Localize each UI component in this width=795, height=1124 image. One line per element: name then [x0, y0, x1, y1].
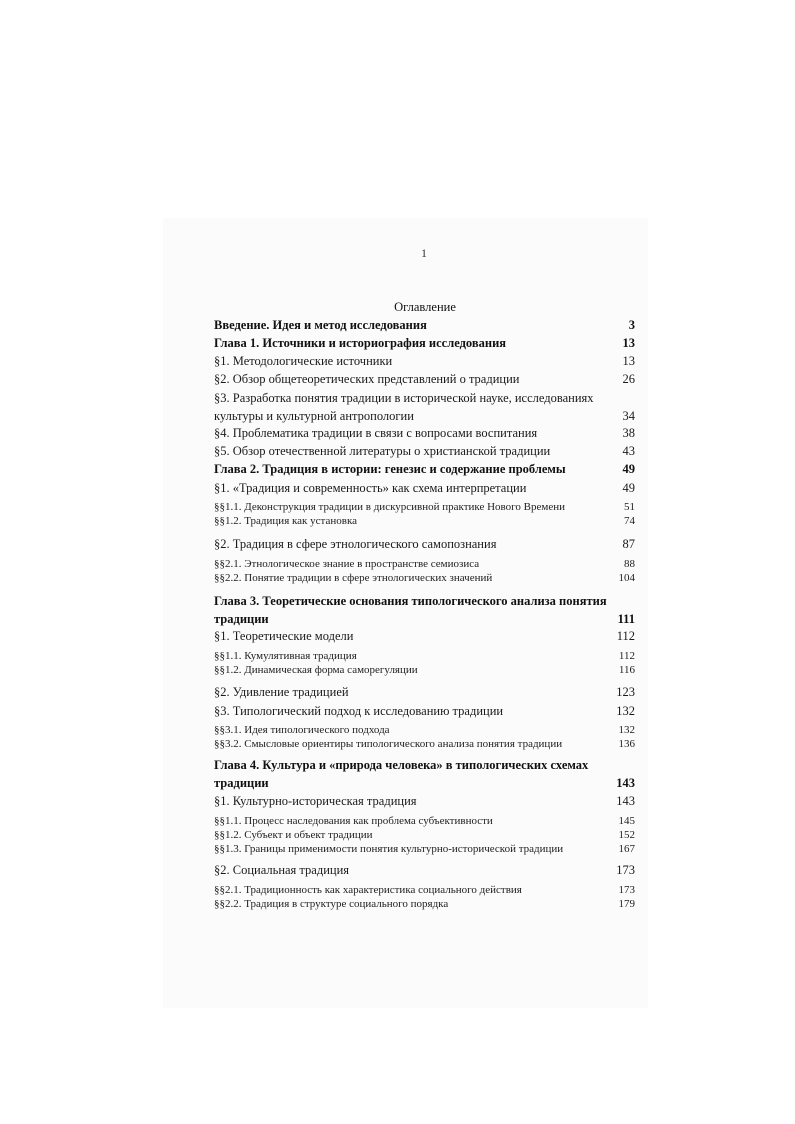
toc-section[interactable]: §2. Удивление традицией 123 — [214, 685, 635, 699]
toc-subsection[interactable]: §§1.1. Процесс наследования как проблема субъективности 145 — [214, 815, 635, 827]
toc-section[interactable]: §2. Социальная традиция 173 — [214, 863, 635, 877]
toc-section[interactable]: §1. «Традиция и современность» как схема интерпретации 49 — [214, 481, 635, 495]
toc-title: Оглавление — [394, 300, 456, 314]
toc-chapter[interactable]: Глава 4. Культура и «природа человека» в типологических схемах традиции 143 — [214, 758, 635, 790]
toc-chapter[interactable]: Введение. Идея и метод исследования 3 — [214, 318, 635, 332]
toc-subsection[interactable]: §§1.2. Динамическая форма саморегуляции 116 — [214, 664, 635, 676]
toc-chapter[interactable]: Глава 1. Источники и историография исследования 13 — [214, 336, 635, 350]
toc-subsection[interactable]: §§2.2. Традиция в структуре социального порядка 179 — [214, 898, 635, 910]
toc-subsection[interactable]: §§1.1. Деконструкция традиции в дискурсивной практике Нового Времени 51 — [214, 501, 635, 513]
toc-section[interactable]: §4. Проблематика традиции в связи с вопросами воспитания 38 — [214, 426, 635, 440]
page-number: 1 — [421, 246, 427, 260]
toc-subsection[interactable]: §§1.3. Границы применимости понятия культурно-исторической традиции 167 — [214, 843, 635, 855]
toc-subsection[interactable]: §§2.1. Традиционность как характеристика социального действия 173 — [214, 884, 635, 896]
toc-subsection[interactable]: §§2.2. Понятие традиции в сфере этнологических значений 104 — [214, 572, 635, 584]
toc-section[interactable]: §1. Культурно-историческая традиция 143 — [214, 794, 635, 808]
toc-subsection[interactable]: §§3.2. Смысловые ориентиры типологического анализа понятия традиции 136 — [214, 738, 635, 750]
toc-section[interactable]: §3. Типологический подход к исследованию традиции 132 — [214, 704, 635, 718]
toc-chapter[interactable]: Глава 3. Теоретические основания типологического анализа понятия традиции 111 — [214, 594, 635, 626]
toc-subsection[interactable]: §§1.2. Субъект и объект традиции 152 — [214, 829, 635, 841]
toc-subsection[interactable]: §§1.1. Кумулятивная традиция 112 — [214, 650, 635, 662]
toc-section[interactable]: §1. Теоретические модели 112 — [214, 629, 635, 643]
toc-section[interactable]: §3. Разработка понятия традиции в исторической науке, исследованиях культуры и культурной антропологии 34 — [214, 391, 635, 423]
toc-subsection[interactable]: §§1.2. Традиция как установка 74 — [214, 515, 635, 527]
toc-section[interactable]: §1. Методологические источники 13 — [214, 354, 635, 368]
toc-section[interactable]: §2. Традиция в сфере этнологического самопознания 87 — [214, 537, 635, 551]
toc-chapter[interactable]: Глава 2. Традиция в истории: генезис и содержание проблемы 49 — [214, 462, 635, 476]
toc-section[interactable]: §5. Обзор отечественной литературы о христианской традиции 43 — [214, 444, 635, 458]
toc-subsection[interactable]: §§2.1. Этнологическое знание в пространстве семиозиса 88 — [214, 558, 635, 570]
toc-subsection[interactable]: §§3.1. Идея типологического подхода 132 — [214, 724, 635, 736]
toc-section[interactable]: §2. Обзор общетеоретических представлений о традиции 26 — [214, 372, 635, 386]
